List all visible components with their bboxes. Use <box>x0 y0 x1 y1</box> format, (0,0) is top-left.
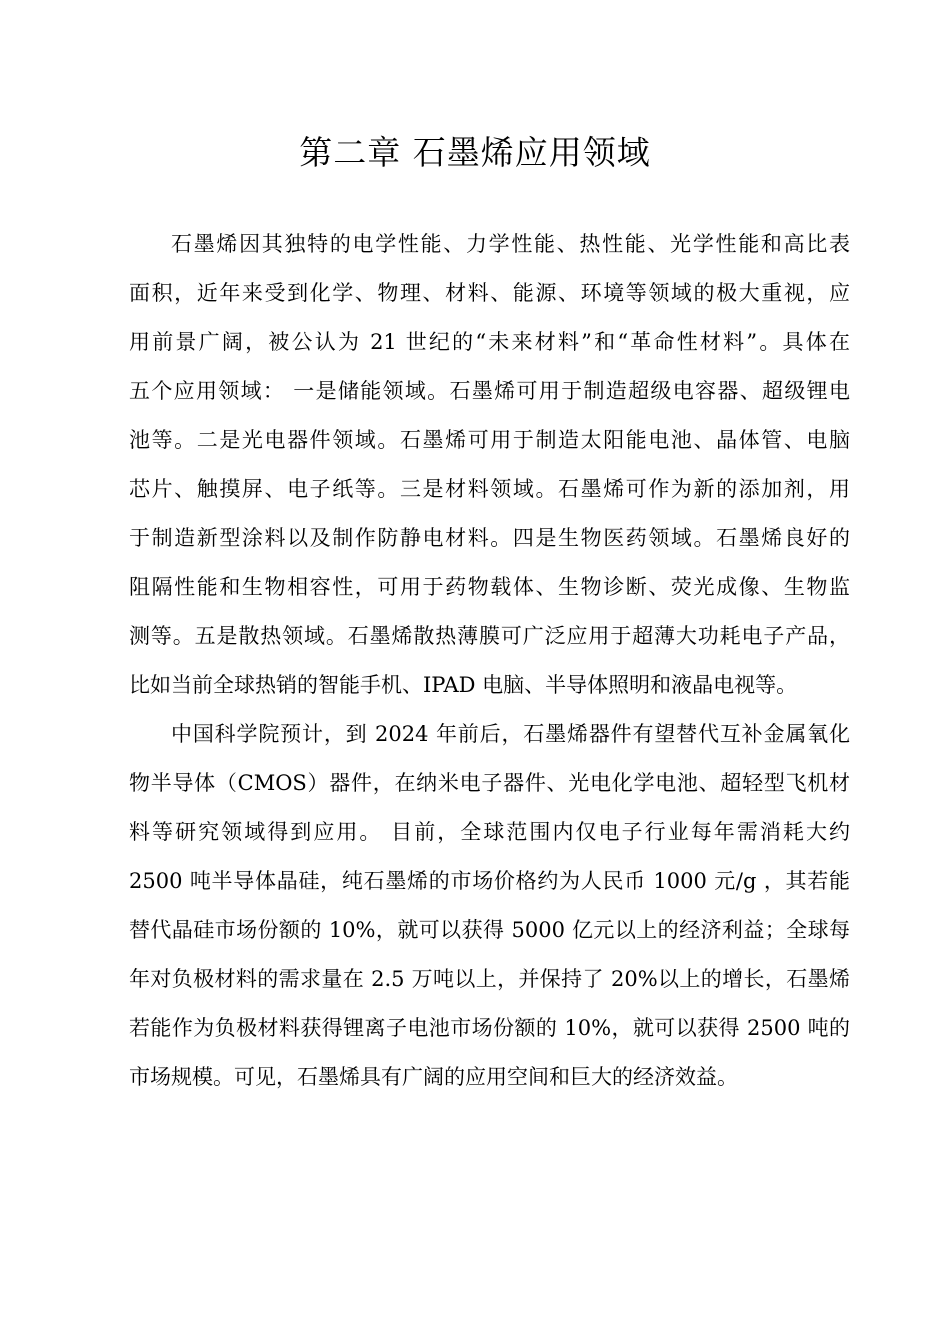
text-line: 物半导体（CMOS）器件，在纳米电子器件、光电化学电池、超轻型飞机材 <box>129 771 850 795</box>
text-line: 市场规模。可见，石墨烯具有广阔的应用空间和巨大的经济效益。 <box>129 1065 738 1089</box>
text-line: 中国科学院预计，到 2024 年前后，石墨烯器件有望替代互补金属氧化 <box>171 722 850 746</box>
text-line: 阻隔性能和生物相容性，可用于药物载体、生物诊断、荧光成像、生物监 <box>129 575 850 599</box>
text-line: 年对负极材料的需求量在 2.5 万吨以上，并保持了 20%以上的增长，石墨烯 <box>129 967 850 991</box>
text-line: 石墨烯因其独特的电学性能、力学性能、热性能、光学性能和高比表 <box>171 232 850 256</box>
text-line: 替代晶硅市场份额的 10%，就可以获得 5000 亿元以上的经济利益；全球每 <box>129 918 850 942</box>
paragraph-intro <box>129 220 850 710</box>
text-line: 料等研究领域得到应用。 目前，全球范围内仅电子行业每年需消耗大约 <box>129 820 850 844</box>
text-line: 池等。二是光电器件领域。石墨烯可用于制造太阳能电池、晶体管、电脑 <box>129 428 850 452</box>
text-line: 于制造新型涂料以及制作防静电材料。四是生物医药领域。石墨烯良好的 <box>129 526 850 550</box>
text-line: 面积，近年来受到化学、物理、材料、能源、环境等领域的极大重视，应 <box>129 281 850 305</box>
text-line: 2500 吨半导体晶硅，纯石墨烯的市场价格约为人民币 1000 元/g ，其若能 <box>129 869 850 893</box>
text-line: 比如当前全球热销的智能手机、IPAD 电脑、半导体照明和液晶电视等。 <box>129 673 798 697</box>
text-line: 五个应用领域： 一是储能领域。石墨烯可用于制造超级电容器、超级锂电 <box>129 379 850 403</box>
text-line: 测等。五是散热领域。石墨烯散热薄膜可广泛应用于超薄大功耗电子产品， <box>129 624 850 648</box>
text-line: 若能作为负极材料获得锂离子电池市场份额的 10%，就可以获得 2500 吨的 <box>129 1016 850 1040</box>
paragraph-market <box>129 710 850 1102</box>
chapter-title: 第二章 石墨烯应用领域 <box>299 133 651 172</box>
text-line: 芯片、触摸屏、电子纸等。三是材料领域。石墨烯可作为新的添加剂，用 <box>129 477 850 501</box>
body-text <box>129 220 850 1102</box>
text-line: 用前景广阔，被公认为 21 世纪的“未来材料”和“革命性材料”。具体在 <box>129 330 850 354</box>
